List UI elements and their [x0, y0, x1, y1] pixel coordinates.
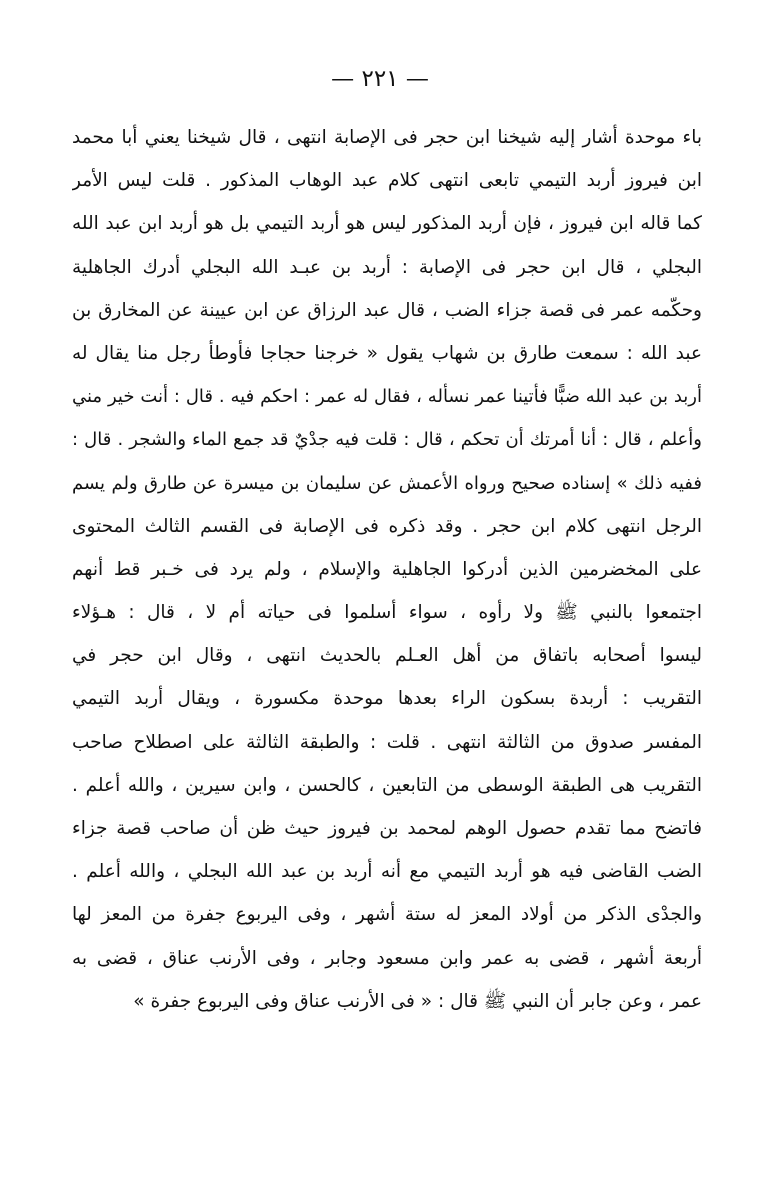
text-line: التقريب : أربدة بسكون الراء بعدها موحدة مكسورة ، ويقال أربد التيمي — [72, 688, 702, 710]
text-line: على المخضرمين الذين أدركوا الجاهلية والإسلام ، ولم يرد فى خـبر قط أنهم — [72, 558, 702, 580]
text-line: كما قاله ابن فيروز ، فإن أربد المذكور ليس هو أربد التيمي بل هو أربد ابن عبد الله — [72, 213, 702, 235]
text-line: أربعة أشهر ، قضى به عمر وابن مسعود وجابر ، وفى الأرنب عناق ، قضى به — [72, 947, 702, 969]
page-body-text — [72, 116, 702, 1023]
text-line: الضب القاضى فيه هو أربد التيمي مع أنه أربد بن عبد الله البجلي ، والله أعلم . — [72, 861, 702, 883]
text-line: والجدْى الذكر من أولاد المعز له ستة أشهر ، وفى اليربوع جفرة من المعز لها — [72, 904, 702, 926]
text-line: ففيه ذلك » إسناده صحيح ورواه الأعمش عن سليمان بن ميسرة عن طارق ولم يسم — [72, 472, 702, 494]
text-line: وأعلم ، قال : أنا أمرتك أن تحكم ، قال : قلت فيه جدْيٌ قد جمع الماء والشجر . قال : — [72, 429, 702, 451]
text-line: باء موحدة أشار إليه شيخنا ابن حجر فى الإصابة انتهى ، قال شيخنا يعني أبا محمد — [72, 127, 702, 148]
text-line: ابن فيروز أربد التيمي تابعى انتهى كلام عبد الوهاب المذكور . قلت ليس الأمر — [72, 170, 702, 192]
text-line: اجتمعوا بالنبي ﷺ ولا رأوه ، سواء أسلموا فى حياته أم لا ، قال : هـؤلاء — [72, 602, 702, 624]
text-line: التقريب هى الطبقة الوسطى من التابعين ، كالحسن ، وابن سيرين ، والله أعلم . — [72, 774, 702, 796]
text-line: البجلي ، قال ابن حجر فى الإصابة : أربد بن عبـد الله البجلي أدرك الجاهلية — [72, 256, 702, 278]
text-line: عبد الله : سمعت طارق بن شهاب يقول « خرجنا حجاجا فأوطأ رجل منا يقال له — [72, 342, 702, 364]
text-line: فاتضح مما تقدم حصول الوهم لمحمد بن فيروز حيث ظن أن صاحب قصة جزاء — [72, 818, 702, 839]
text-line: وحكّمه عمر فى قصة جزاء الضب ، قال عبد الرزاق عن ابن عيينة عن المخارق بن — [72, 299, 702, 321]
text-line: عمر ، وعن جابر أن النبي ﷺ قال : « فى الأرنب عناق وفى اليربوع جفرة » — [133, 990, 702, 1012]
text-line: الرجل انتهى كلام ابن حجر . وقد ذكره فى الإصابة فى القسم الثالث المحتوى — [72, 515, 702, 537]
text-line: ليسوا أصحابه باتفاق من أهل العـلم بالحديث انتهى ، وقال ابن حجر في — [72, 645, 702, 667]
page-number: — ٢٢١ — — [331, 66, 429, 92]
text-line: أربد بن عبد الله ضبًّا فأتينا عمر نسأله ، فقال له عمر : احكم فيه . قال : أنت خير مني — [72, 386, 702, 408]
text-line: المفسر صدوق من الثالثة انتهى . قلت : والطبقة الثالثة على اصطلاح صاحب — [72, 731, 702, 753]
